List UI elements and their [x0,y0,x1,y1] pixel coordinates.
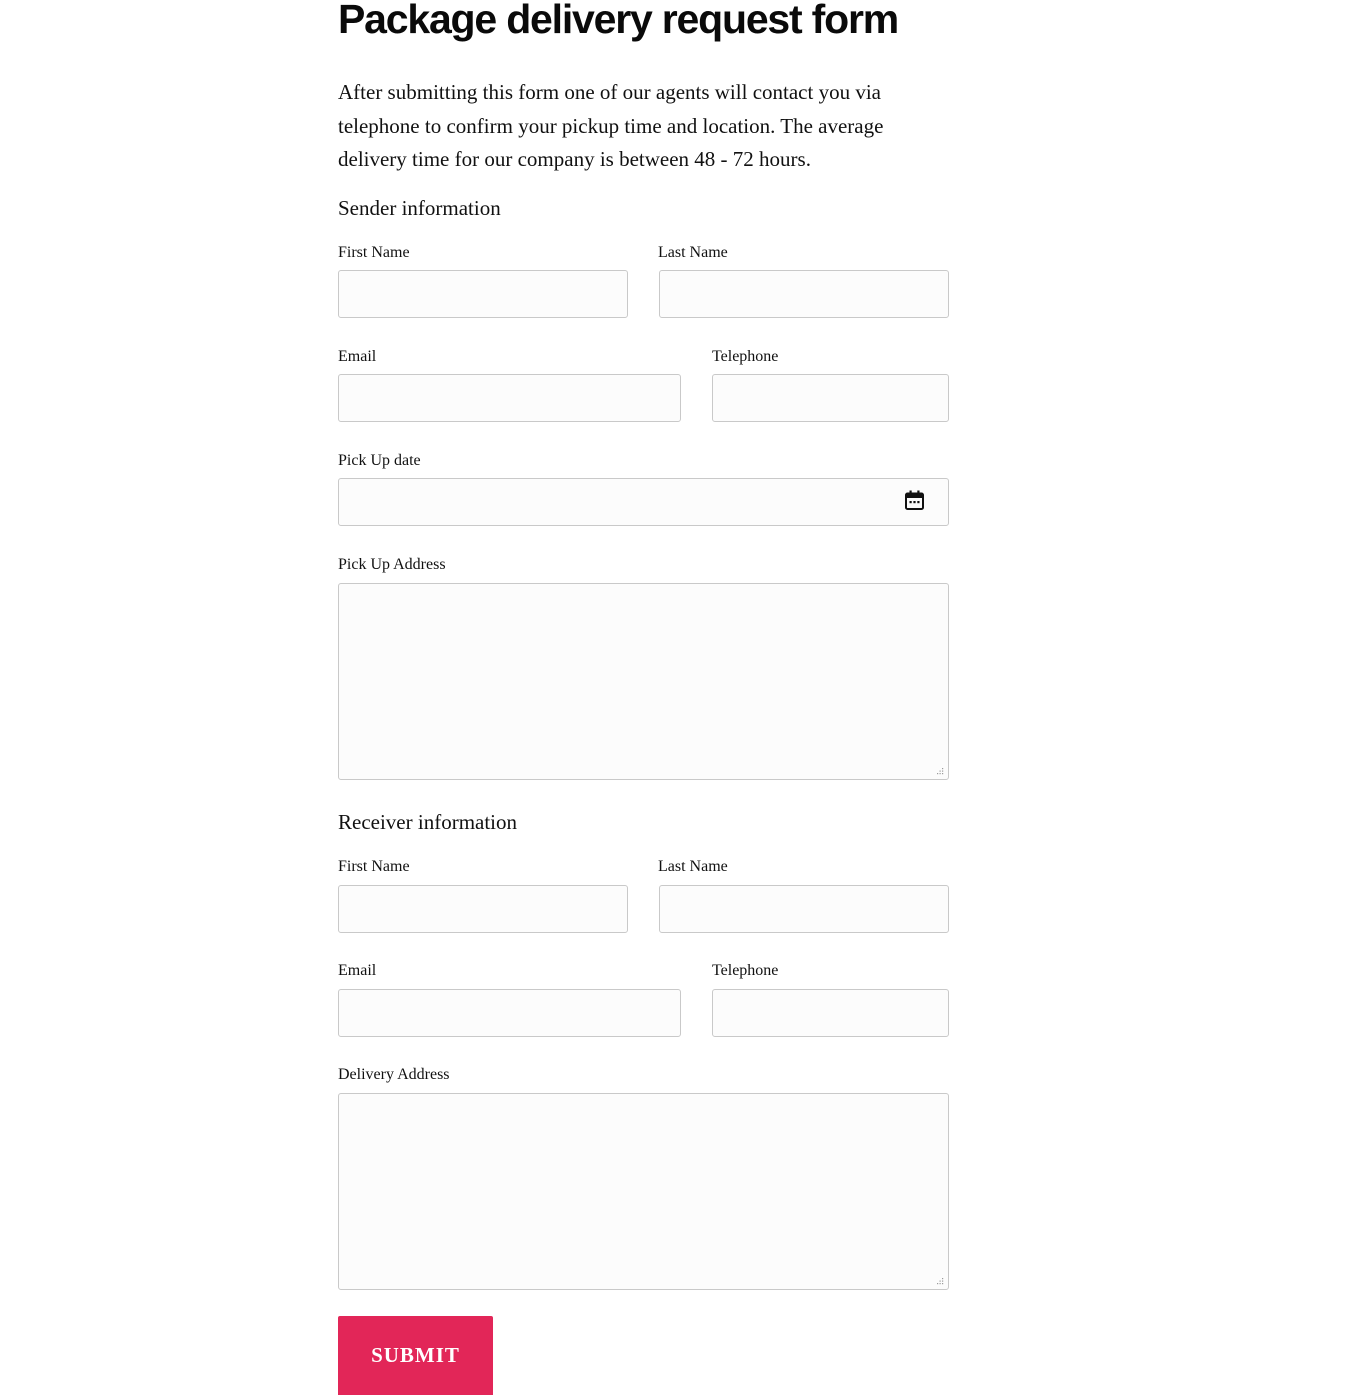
delivery-address-label: Delivery Address [338,1066,450,1083]
receiver-section-heading: Receiver information [338,810,518,834]
pickup-address-textarea[interactable] [338,583,949,780]
sender-section-heading: Sender information [338,196,501,220]
sender-telephone-label: Telephone [712,348,779,365]
sender-email-label: Email [338,348,377,365]
receiver-first-name-input[interactable] [338,885,628,933]
sender-last-name-label: Last Name [658,244,728,261]
receiver-first-name-label: First Name [338,858,410,875]
sender-email-input[interactable] [338,374,681,422]
calendar-icon[interactable] [904,490,925,511]
receiver-last-name-input[interactable] [659,885,949,933]
resize-grip-icon[interactable] [935,1277,944,1286]
sender-last-name-input[interactable] [659,270,949,318]
resize-grip-icon[interactable] [935,767,944,776]
sender-first-name-input[interactable] [338,270,628,318]
submit-button[interactable]: SUBMIT [338,1316,493,1395]
pickup-date-input[interactable] [338,478,949,526]
sender-first-name-label: First Name [338,244,410,261]
receiver-email-label: Email [338,962,377,979]
receiver-email-input[interactable] [338,989,681,1037]
receiver-telephone-label: Telephone [712,962,779,979]
receiver-telephone-input[interactable] [712,989,949,1037]
pickup-address-label: Pick Up Address [338,556,446,573]
sender-telephone-input[interactable] [712,374,949,422]
delivery-address-textarea[interactable] [338,1093,949,1290]
intro-text: After submitting this form one of our agents will contact you via telephone to confirm your pickup time and location. The average delivery time for our company is between 48 - 72 hours. [338,80,884,171]
pickup-date-label: Pick Up date [338,452,421,469]
receiver-last-name-label: Last Name [658,858,728,875]
page-title: Package delivery request form [338,0,898,42]
